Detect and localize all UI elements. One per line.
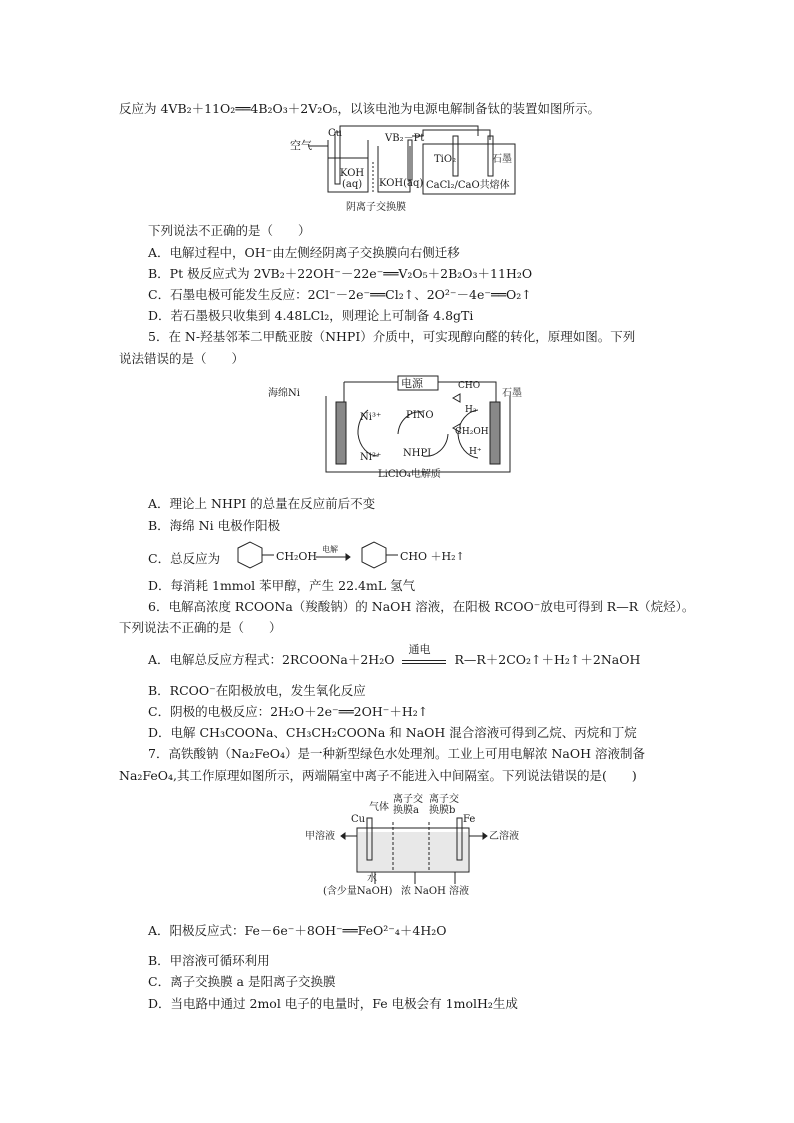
q4-option-b: B．Pt 极反应式为 2VB₂＋22OH⁻－22e⁻══V₂O₅＋2B₂O₃＋11H₂O: [148, 266, 533, 281]
q4-option-a: A．电解过程中，OH⁻由左侧经阴离子交换膜向右侧迁移: [148, 245, 460, 260]
pino-label: PINO: [406, 410, 434, 421]
q4-stem: 下列说法不正确的是（ ）: [148, 223, 311, 238]
membrane-a-label: 离子交: [393, 794, 423, 805]
q6-option-a: [148, 643, 641, 669]
q6-stem-line1: 6．电解高浓度 RCOONa（羧酸钠）的 NaOH 溶液，在阳极 RCOO⁻放电可得到 R—R（烷烃）。: [148, 599, 695, 614]
gas-label: 气体: [369, 802, 389, 813]
q5-stem-line2: 说法错误的是（ ）: [119, 351, 245, 366]
naoh-conc-label: 浓 NaOH 溶液: [401, 886, 469, 897]
q6-option-b: B．RCOO⁻在阳极放电，发生氧化反应: [148, 683, 366, 698]
figure-nhpi-mediator: [268, 374, 538, 484]
q5-stem-line1: 5．在 N-羟基邻苯二甲酰亚胺（NHPI）介质中，可实现醇向醛的转化，原理如图。下列: [148, 329, 636, 344]
cu-label: Cu: [328, 128, 343, 139]
figure-na2feo4-cell: [305, 792, 525, 900]
nhpi-label: NHPI: [403, 448, 432, 459]
q6-condition-label: 通电: [408, 643, 431, 656]
graphite-label: 石墨: [492, 154, 512, 165]
q4-option-d: D．若石墨极只收集到 4.48LCl₂，则理论上可制备 4.8gTi: [148, 308, 474, 323]
optc-cho: CHO ＋H₂↑: [400, 550, 465, 563]
q6-option-c: C．阴极的电极反应：2H₂O＋2e⁻══2OH⁻＋H₂↑: [148, 704, 429, 719]
q7-stem-line2: Na₂FeO₄,其工作原理如图所示，两端隔室中离子不能进入中间隔室。下列说法错误的是( ): [119, 768, 637, 783]
power-label: 电源: [401, 377, 423, 390]
tio2-label: TiO₂: [434, 154, 457, 165]
q5-option-c-prefix: C．总反应为: [148, 551, 221, 566]
koh-left-label: KOH: [340, 168, 365, 179]
q7-option-c: C．离子交换膜 a 是阳离子交换膜: [148, 974, 336, 989]
ni3-label: Ni³⁺: [360, 412, 382, 423]
membrane-label: 阴离子交换膜: [346, 202, 406, 213]
q6-option-a-right: R—R＋2CO₂↑＋H₂↑＋2NaOH: [454, 652, 641, 667]
q5-option-a: A．理论上 NHPI 的总量在反应前后不变: [148, 496, 376, 511]
vb2pt-label: VB₂－Pt: [385, 133, 425, 144]
yi-solution-label: 乙溶液: [489, 831, 519, 842]
q5-option-b: B．海绵 Ni 电极作阳极: [148, 518, 281, 533]
q5-option-c-equation: [228, 540, 498, 570]
q6-stem-line2: 下列说法不正确的是（ ）: [119, 620, 282, 635]
q5-option-c: [148, 550, 220, 568]
optc-ch2oh: CH₂OH: [276, 550, 318, 563]
cu-label: Cu: [351, 814, 366, 825]
figure-battery-electrolysis: [288, 124, 538, 216]
air-label: 空气: [290, 139, 312, 152]
fe-label: Fe: [463, 814, 476, 825]
hplus-label: H⁺: [469, 447, 482, 457]
membrane-b-label-2: 换膜b: [429, 805, 456, 816]
ch2oh-label: CH₂OH: [455, 427, 489, 437]
koh-right-label: KOH(aq): [379, 178, 424, 189]
ni-electrode-label: 海绵Ni: [268, 388, 300, 399]
membrane-b-label: 离子交: [429, 794, 459, 805]
h2-label: H₂: [465, 405, 477, 415]
ni2-label: Ni²⁺: [360, 452, 382, 463]
q6-option-a-left: A．电解总反应方程式：2RCOONa＋2H₂O: [148, 652, 395, 667]
jia-solution-label: 甲溶液: [305, 831, 335, 842]
q6-condition: [402, 643, 446, 664]
q6-option-d: D．电解 CH₃COONa、CH₃CH₂COONa 和 NaOH 混合溶液可得到乙烷、丙烷和丁烷: [148, 725, 637, 740]
naoh-small-label: (含少量NaOH): [323, 886, 393, 897]
q7-option-d: D．当电路中通过 2mol 电子的电量时，Fe 电极会有 1molH₂生成: [148, 996, 518, 1011]
aq-left-label: (aq): [342, 179, 363, 190]
membrane-a-label-2: 换膜a: [393, 805, 419, 816]
q7-option-a: A．阳极反应式：Fe－6e⁻＋8OH⁻══FeO²⁻₄＋4H₂O: [148, 923, 447, 938]
cho-label: CHO: [458, 381, 481, 391]
intro-text: 反应为 4VB₂＋11O₂══4B₂O₃＋2V₂O₅，以该电池为电源电解制备钛的装置如图所示。: [119, 101, 601, 116]
optc-arrow-label: 电解: [322, 545, 338, 554]
q4-option-c: C．石墨电极可能发生反应：2Cl⁻－2e⁻══Cl₂↑、2O²⁻－4e⁻══O₂↑: [148, 287, 532, 302]
water-label: 水: [367, 873, 377, 884]
q7-option-b: B．甲溶液可循环利用: [148, 953, 270, 968]
electrolyte-label: LiClO₄电解质: [378, 469, 441, 480]
q5-option-d: D．每消耗 1mmol 苯甲醇，产生 22.4mL 氢气: [148, 578, 416, 593]
graphite-label: 石墨: [502, 388, 522, 399]
q7-stem-line1: 7．高铁酸钠（Na₂FeO₄）是一种新型绿色水处理剂。工业上可用电解浓 NaOH 溶液制备: [148, 746, 645, 761]
melt-label: CaCl₂/CaO共熔体: [426, 180, 510, 191]
